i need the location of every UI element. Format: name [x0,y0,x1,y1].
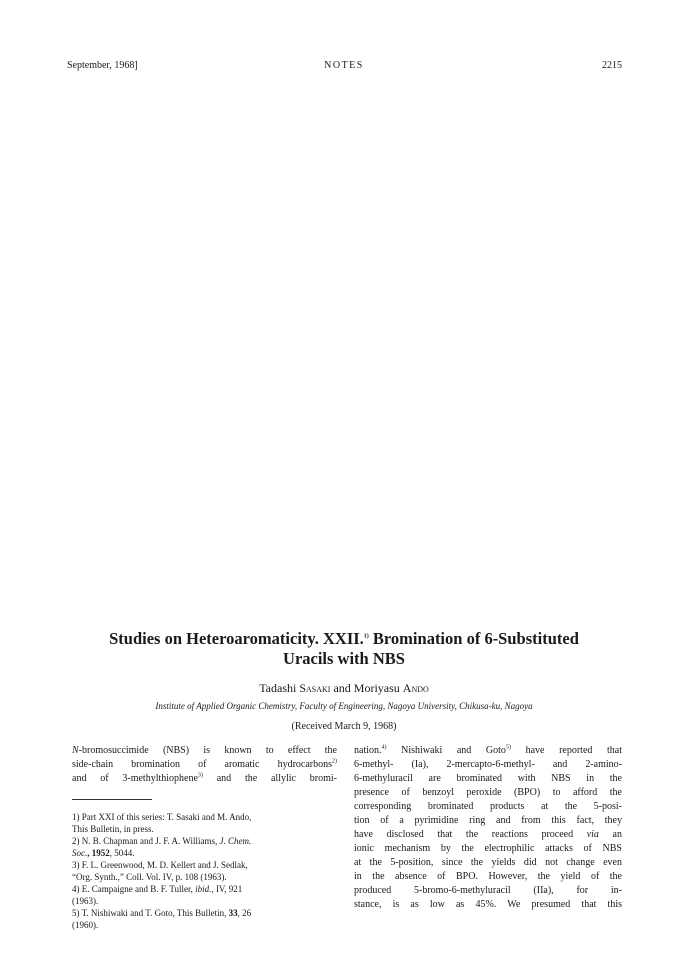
footnote-ref: 4) [381,744,387,751]
footnote-ref: 2) [332,758,337,765]
title-part-a: Studies on Heteroaromaticity. XXII. [109,629,364,648]
footnote-year: , 1952 [87,848,110,858]
footnote-ref: 5) [505,744,511,751]
footnote-divider [72,799,152,800]
footnote-5-cont: (1960). [72,920,99,930]
body-text: have reported that [510,745,623,756]
footnote-3: 3) F. L. Greenwood, M. D. Kellert and J. Sedlak, [72,860,248,870]
article-title-line2: Uracils with NBS [283,649,405,668]
footnote-1: 1) Part XXI of this series: T. Sasaki and M. Ando, [72,812,252,822]
body-line: ionic mechanism by the electrophilic attacks of NBS [354,843,622,854]
body-text: have disclosed that the reactions proceed [354,829,587,840]
footnote-1-cont: This Bulletin, in press. [72,824,154,834]
body-line: corresponding brominated products at the 5-posi- [354,801,622,812]
body-text: nation. [354,745,382,756]
affiliation: Institute of Applied Organic Chemistry, Faculty of Engineering, Nagoya University, Chikusa-ku, Nagoya [155,701,533,711]
body-line: produced 5-bromo-6-methyluracil (IIa), for in- [354,885,622,896]
body-text: and the allylic bromi- [202,773,337,784]
body-italic: N [72,745,79,756]
page-number: 2215 [602,60,622,71]
body-line [354,828,622,842]
author2-last: Ando [402,681,429,695]
body-text: an [598,829,622,840]
body-line [72,758,337,772]
body-line: in the absence of BPO. However, the yield of the [354,871,622,882]
footnote-3-cont: “Org. Synth.,” Coll. Vol. IV, p. 108 (1963). [72,872,227,882]
body-line: stance, is as low as 45%. We presumed that this [354,899,622,910]
footnote-text: 2) N. B. Chapman and J. F. A. Williams, [72,836,220,846]
title-footnote-ref: 1) [363,633,369,640]
footnote-5 [72,907,337,919]
body-line: 6-methyluracil are brominated with NBS in the [354,773,622,784]
footnote-ref: 3) [197,772,203,779]
footnote-text: 4) E. Campaigne and B. F. Tuller, [72,884,196,894]
body-line: 6-methyl- (Ia), 2-mercapto-6-methyl- and 2-amino- [354,759,622,770]
body-line: presence of benzoyl peroxide (BPO) to afford the [354,787,622,798]
author-line [0,681,688,696]
author1-last: Sasaki [299,681,331,695]
body-line [72,744,337,758]
footnote-2 [72,835,337,847]
body-line [354,744,622,758]
footnote-4-cont: (1963). [72,896,99,906]
running-header-section: NOTES [324,60,364,71]
body-text: and of 3-methylthiophene [72,773,198,784]
title-part-b: Bromination of 6-Substituted [372,629,579,648]
author-and: and [333,681,351,695]
body-text: -bromosuccimide (NBS) is known to effect the [78,745,337,756]
footnote-4 [72,883,337,895]
footnote-text: , IV, 921 [211,884,243,894]
footnote-text: , 5044. [109,848,135,858]
footnote-text: , 26 [237,908,252,918]
footnote-ibid: ibid. [195,884,212,894]
body-line [72,772,337,786]
body-text: side-chain bromination of aromatic hydrocarbons [72,759,332,770]
body-line: at the 5-position, since the yields did not change even [354,857,622,868]
body-italic: via [586,829,599,840]
article-title-line1 [0,629,688,649]
footnote-volume: 33 [228,908,238,918]
running-header-date: September, 1968] [67,60,138,71]
footnote-text: 5) T. Nishiwaki and T. Goto, This Bulletin, [72,908,229,918]
footnote-journal: Soc. [72,848,88,858]
body-text: Nishiwaki and Goto [386,745,506,756]
body-line: tion of a pyrimidine ring and from this fact, they [354,815,622,826]
footnote-journal: J. Chem. [219,836,252,846]
footnote-2-cont [72,847,337,859]
author1-first: Tadashi [259,681,297,695]
author2-first: Moriyasu [353,681,400,695]
received-date: (Received March 9, 1968) [291,721,397,732]
